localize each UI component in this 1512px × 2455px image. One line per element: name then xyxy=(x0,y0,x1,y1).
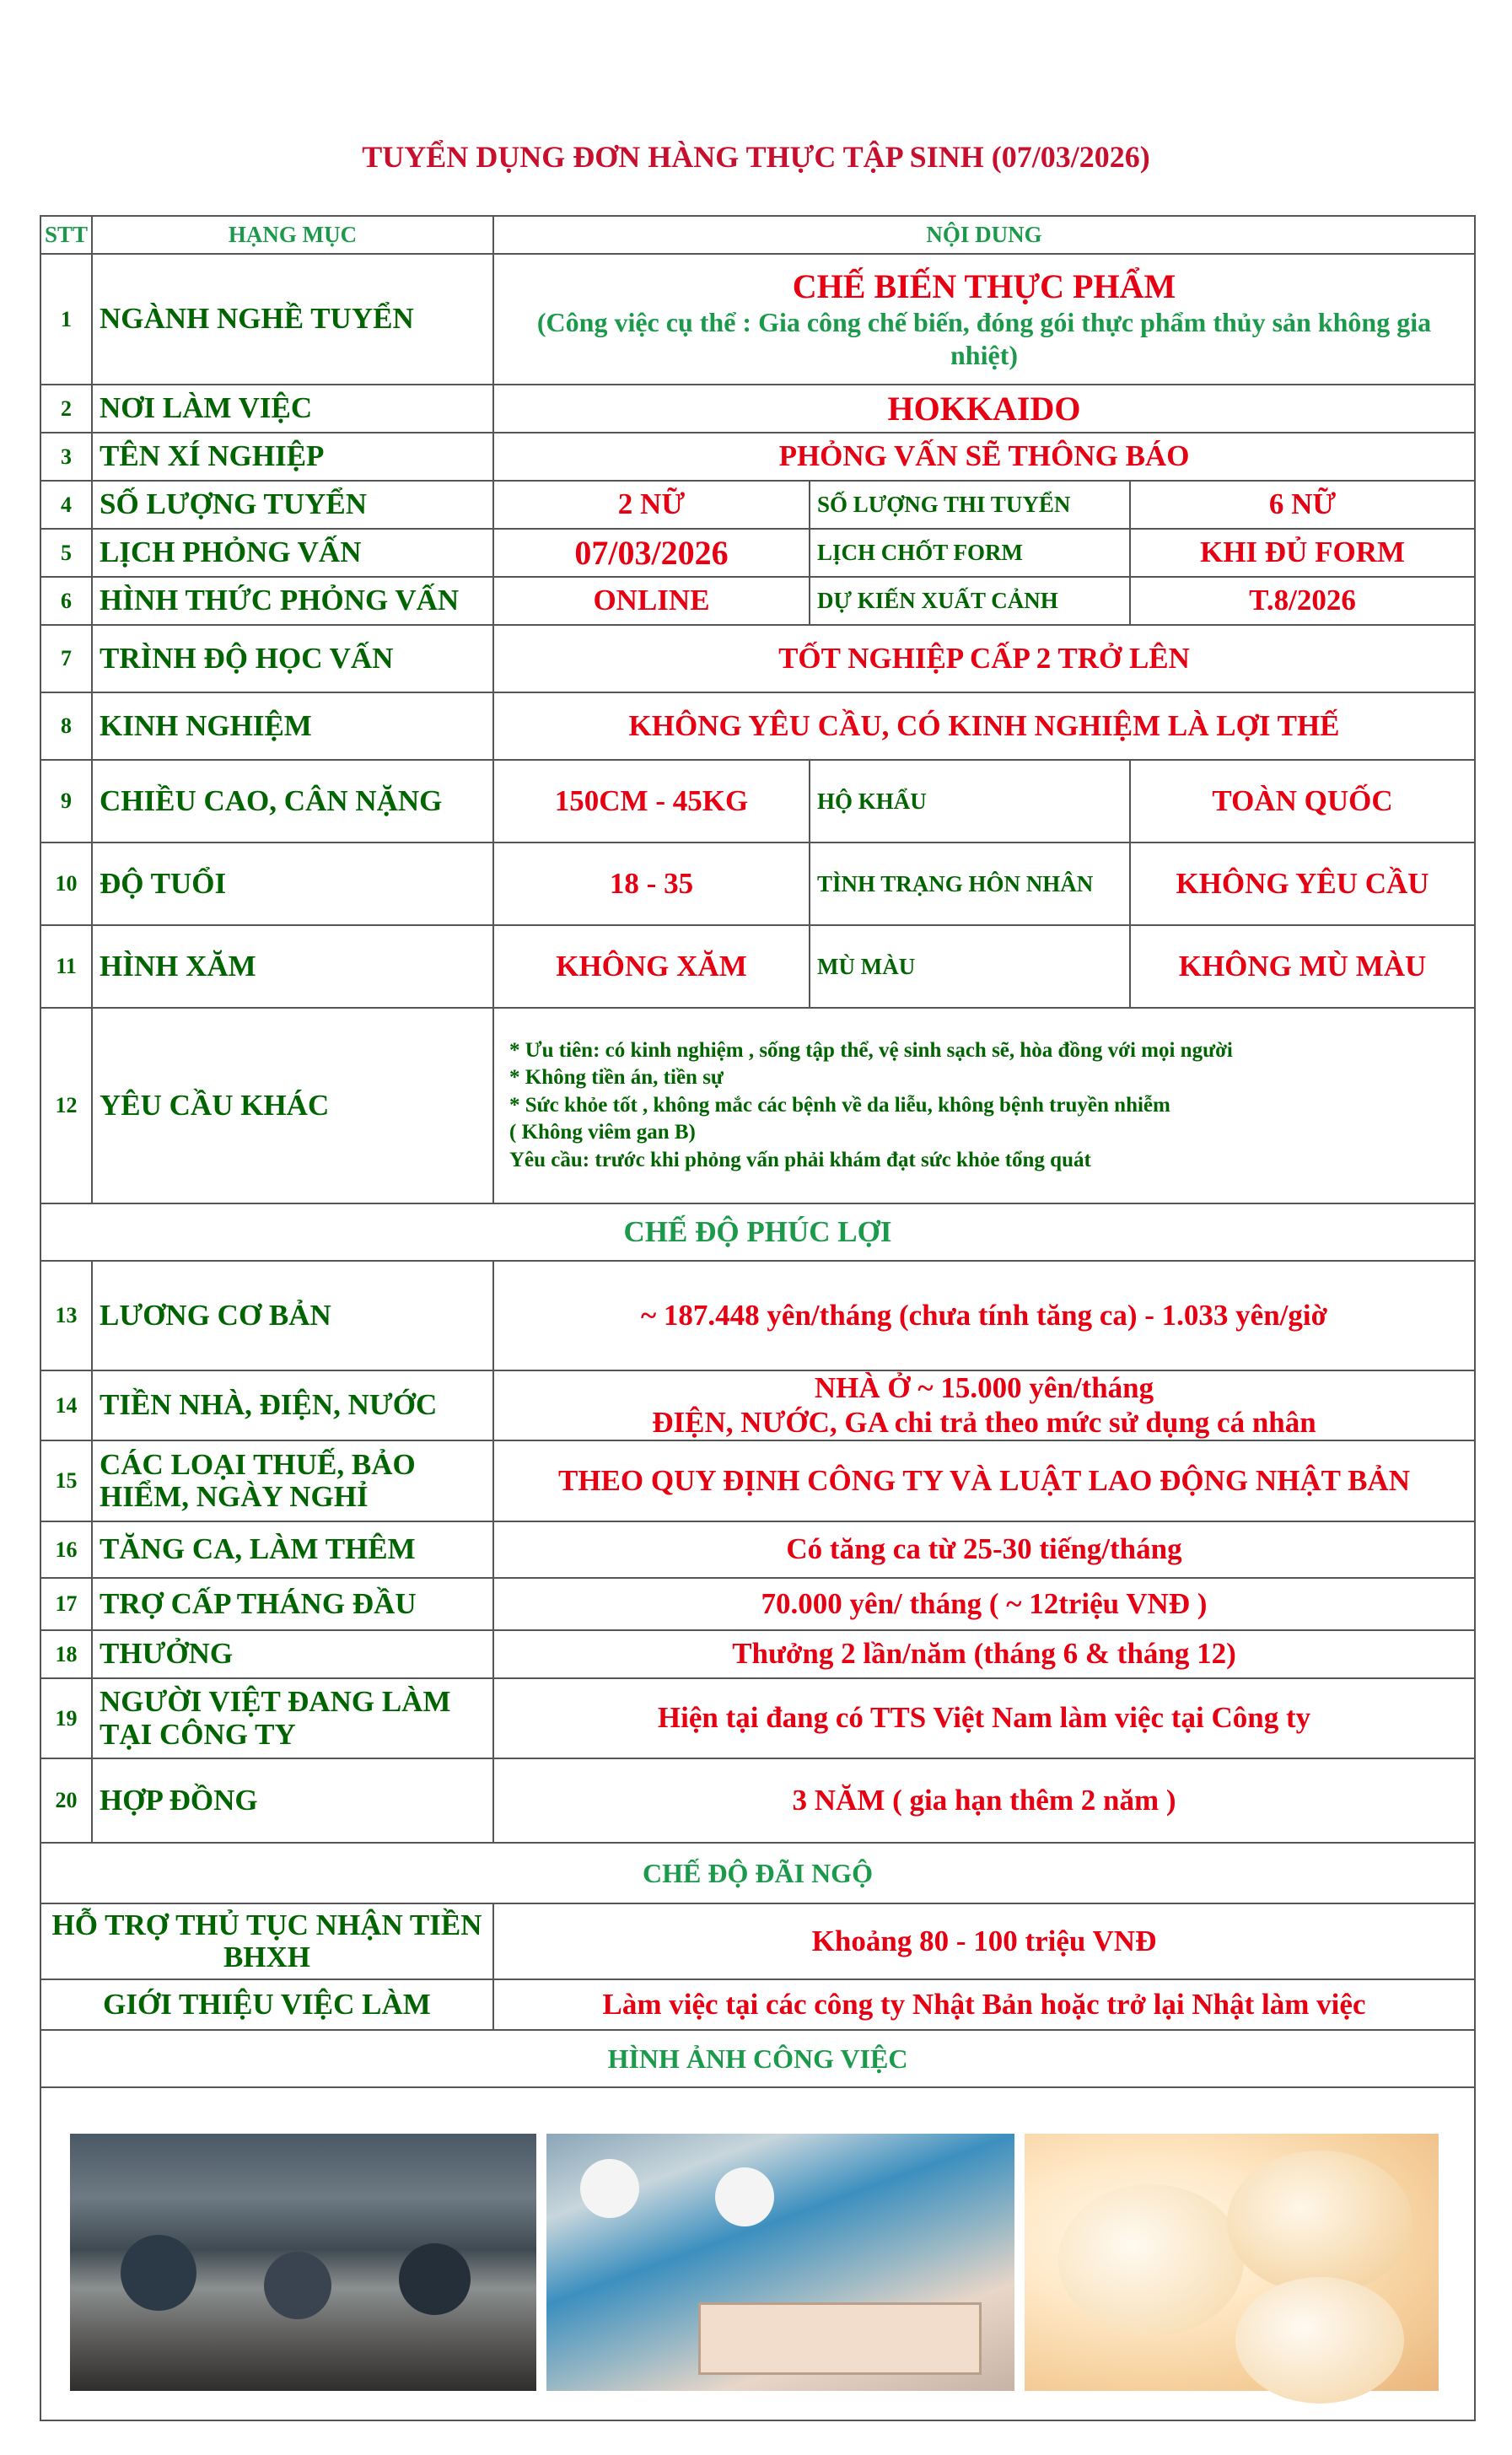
row-value: THEO QUY ĐỊNH CÔNG TY VÀ LUẬT LAO ĐỘNG NHẬT BẢN xyxy=(493,1440,1475,1521)
row-value: Khoảng 80 - 100 triệu VNĐ xyxy=(493,1903,1475,1979)
row-number: 4 xyxy=(40,481,92,529)
row-value: CHẾ BIẾN THỰC PHẨM xyxy=(792,267,1176,306)
row-number: 7 xyxy=(40,625,92,692)
row-sub-value: 6 NỮ xyxy=(1130,481,1475,529)
row-value: Làm việc tại các công ty Nhật Bản hoặc trở lại Nhật làm việc xyxy=(493,1979,1475,2030)
row-label: TRỢ CẤP THÁNG ĐẦU xyxy=(92,1578,493,1630)
row-value: Có tăng ca từ 25-30 tiếng/tháng xyxy=(493,1521,1475,1578)
row-number: 5 xyxy=(40,529,92,577)
row-number: 8 xyxy=(40,692,92,760)
recruitment-table xyxy=(40,215,1476,2421)
row-value-2: ĐIỆN, NƯỚC, GA chi trả theo mức sử dụng cá nhân xyxy=(652,1405,1316,1439)
scallops-photo xyxy=(1025,2134,1439,2391)
row-number: 9 xyxy=(40,760,92,843)
row-label: CÁC LOẠI THUẾ, BẢO HIỂM, NGÀY NGHỈ xyxy=(92,1440,493,1521)
row-value: ~ 187.448 yên/tháng (chưa tính tăng ca) - 1.033 yên/giờ xyxy=(493,1261,1475,1370)
table-row xyxy=(40,577,1475,625)
row-number: 11 xyxy=(40,925,92,1008)
row-value: PHỎNG VẤN SẼ THÔNG BÁO xyxy=(493,433,1475,481)
row-value: 150CM - 45KG xyxy=(493,760,810,843)
table-row xyxy=(40,1370,1475,1440)
row-label: LƯƠNG CƠ BẢN xyxy=(92,1261,493,1370)
section-row xyxy=(40,2030,1475,2087)
table-row xyxy=(40,1008,1475,1203)
row-number: 3 xyxy=(40,433,92,481)
row-value: KHÔNG YÊU CẦU, CÓ KINH NGHIỆM LÀ LỢI THẾ xyxy=(493,692,1475,760)
table-row xyxy=(40,385,1475,433)
row-label: TRÌNH ĐỘ HỌC VẤN xyxy=(92,625,493,692)
row-value: 07/03/2026 xyxy=(493,529,810,577)
row-value: HOKKAIDO xyxy=(493,385,1475,433)
section-benefits-heading: CHẾ ĐỘ ĐÃI NGỘ xyxy=(40,1843,1475,1903)
row-sub-value: KHI ĐỦ FORM xyxy=(1130,529,1475,577)
table-row xyxy=(40,1678,1475,1758)
requirement-line: * Không tiền án, tiền sự xyxy=(509,1066,724,1090)
requirement-line: * Ưu tiên: có kinh nghiệm , sống tập thể, vệ sinh sạch sẽ, hòa đồng với mọi người xyxy=(509,1038,1233,1062)
row-number: 17 xyxy=(40,1578,92,1630)
row-value-cell xyxy=(493,1370,1475,1440)
section-row xyxy=(40,1843,1475,1903)
table-row xyxy=(40,1521,1475,1578)
row-sub-value: KHÔNG YÊU CẦU xyxy=(1130,843,1475,925)
table-row xyxy=(40,760,1475,843)
row-label: SỐ LƯỢNG TUYỂN xyxy=(92,481,493,529)
table-row xyxy=(40,1440,1475,1521)
other-requirements xyxy=(493,1008,1475,1203)
table-row xyxy=(40,529,1475,577)
row-label: KINH NGHIỆM xyxy=(92,692,493,760)
row-value: ONLINE xyxy=(493,577,810,625)
row-value: Hiện tại đang có TTS Việt Nam làm việc tại Công ty xyxy=(493,1678,1475,1758)
table-row xyxy=(40,1903,1475,1979)
row-label: TÊN XÍ NGHIỆP xyxy=(92,433,493,481)
product-trays xyxy=(698,2302,982,2375)
row-sub-label: MÙ MÀU xyxy=(810,925,1130,1008)
row-value: 3 NĂM ( gia hạn thêm 2 năm ) xyxy=(493,1758,1475,1843)
row-label: GIỚI THIỆU VIỆC LÀM xyxy=(40,1979,493,2030)
row-number: 6 xyxy=(40,577,92,625)
table-row xyxy=(40,1979,1475,2030)
header-category: HẠNG MỤC xyxy=(92,216,493,254)
row-label: HÌNH THỨC PHỎNG VẤN xyxy=(92,577,493,625)
row-sub-label: HỘ KHẨU xyxy=(810,760,1130,843)
row-number: 13 xyxy=(40,1261,92,1370)
row-sub-label: DỰ KIẾN XUẤT CẢNH xyxy=(810,577,1130,625)
row-label: ĐỘ TUỔI xyxy=(92,843,493,925)
row-value: 18 - 35 xyxy=(493,843,810,925)
table-row xyxy=(40,254,1475,385)
seafood-packing-photo xyxy=(546,2134,1014,2391)
table-row xyxy=(40,1578,1475,1630)
requirement-line: Yêu cầu: trước khi phỏng vấn phải khám đạt sức khỏe tổng quát xyxy=(509,1148,1091,1171)
table-row xyxy=(40,433,1475,481)
row-sub-value: TOÀN QUỐC xyxy=(1130,760,1475,843)
row-label: HỖ TRỢ THỦ TỤC NHẬN TIỀN BHXH xyxy=(40,1903,493,1979)
row-sub-label: SỐ LƯỢNG THI TUYỂN xyxy=(810,481,1130,529)
row-number: 16 xyxy=(40,1521,92,1578)
row-label: HỢP ĐỒNG xyxy=(92,1758,493,1843)
row-value: KHÔNG XĂM xyxy=(493,925,810,1008)
row-label: YÊU CẦU KHÁC xyxy=(92,1008,493,1203)
row-number: 18 xyxy=(40,1630,92,1678)
row-number: 1 xyxy=(40,254,92,385)
row-number: 19 xyxy=(40,1678,92,1758)
table-row xyxy=(40,1261,1475,1370)
row-value: NHÀ Ở ~ 15.000 yên/tháng xyxy=(814,1371,1154,1405)
row-value: 70.000 yên/ tháng ( ~ 12triệu VNĐ ) xyxy=(493,1578,1475,1630)
row-label: LỊCH PHỎNG VẤN xyxy=(92,529,493,577)
row-label: CHIỀU CAO, CÂN NẶNG xyxy=(92,760,493,843)
row-sub-value: T.8/2026 xyxy=(1130,577,1475,625)
table-row xyxy=(40,481,1475,529)
row-detail: (Công việc cụ thể : Gia công chế biến, đóng gói thực phẩm thủy sản không gia nhiệt) xyxy=(536,307,1432,370)
page-title: TUYỂN DỤNG ĐƠN HÀNG THỰC TẬP SINH (07/03/2026) xyxy=(362,140,1150,174)
row-value: TỐT NGHIỆP CẤP 2 TRỞ LÊN xyxy=(493,625,1475,692)
row-label: THƯỞNG xyxy=(92,1630,493,1678)
table-row xyxy=(40,925,1475,1008)
row-label: NGÀNH NGHỀ TUYỂN xyxy=(92,254,493,385)
row-value: Thưởng 2 lần/năm (tháng 6 & tháng 12) xyxy=(493,1630,1475,1678)
row-number: 10 xyxy=(40,843,92,925)
row-label: HÌNH XĂM xyxy=(92,925,493,1008)
section-row xyxy=(40,1203,1475,1261)
table-row xyxy=(40,1758,1475,1843)
row-value-cell xyxy=(493,254,1475,385)
row-label: NGƯỜI VIỆT ĐANG LÀM TẠI CÔNG TY xyxy=(92,1678,493,1758)
row-label: NƠI LÀM VIỆC xyxy=(92,385,493,433)
table-row xyxy=(40,625,1475,692)
table-row xyxy=(40,692,1475,760)
row-sub-label: LỊCH CHỐT FORM xyxy=(810,529,1130,577)
row-label: TIỀN NHÀ, ĐIỆN, NƯỚC xyxy=(92,1370,493,1440)
row-value: 2 NỮ xyxy=(493,481,810,529)
row-number: 20 xyxy=(40,1758,92,1843)
row-number: 2 xyxy=(40,385,92,433)
table-row xyxy=(40,843,1475,925)
table-header-row xyxy=(40,216,1475,254)
row-sub-label: TÌNH TRẠNG HÔN NHÂN xyxy=(810,843,1130,925)
requirement-line: * Sức khỏe tốt , không mắc các bệnh về da liễu, không bệnh truyền nhiễm xyxy=(509,1093,1170,1117)
row-sub-value: KHÔNG MÙ MÀU xyxy=(1130,925,1475,1008)
header-stt: STT xyxy=(40,216,92,254)
section-welfare-heading: CHẾ ĐỘ PHÚC LỢI xyxy=(40,1203,1475,1261)
requirement-line: ( Không viêm gan B) xyxy=(509,1121,696,1144)
section-photos-heading: HÌNH ẢNH CÔNG VIỆC xyxy=(40,2030,1475,2087)
row-number: 12 xyxy=(40,1008,92,1203)
row-label: TĂNG CA, LÀM THÊM xyxy=(92,1521,493,1578)
row-number: 14 xyxy=(40,1370,92,1440)
factory-workers-photo xyxy=(70,2134,536,2391)
row-number: 15 xyxy=(40,1440,92,1521)
table-row xyxy=(40,1630,1475,1678)
header-content: NỘI DUNG xyxy=(493,216,1475,254)
